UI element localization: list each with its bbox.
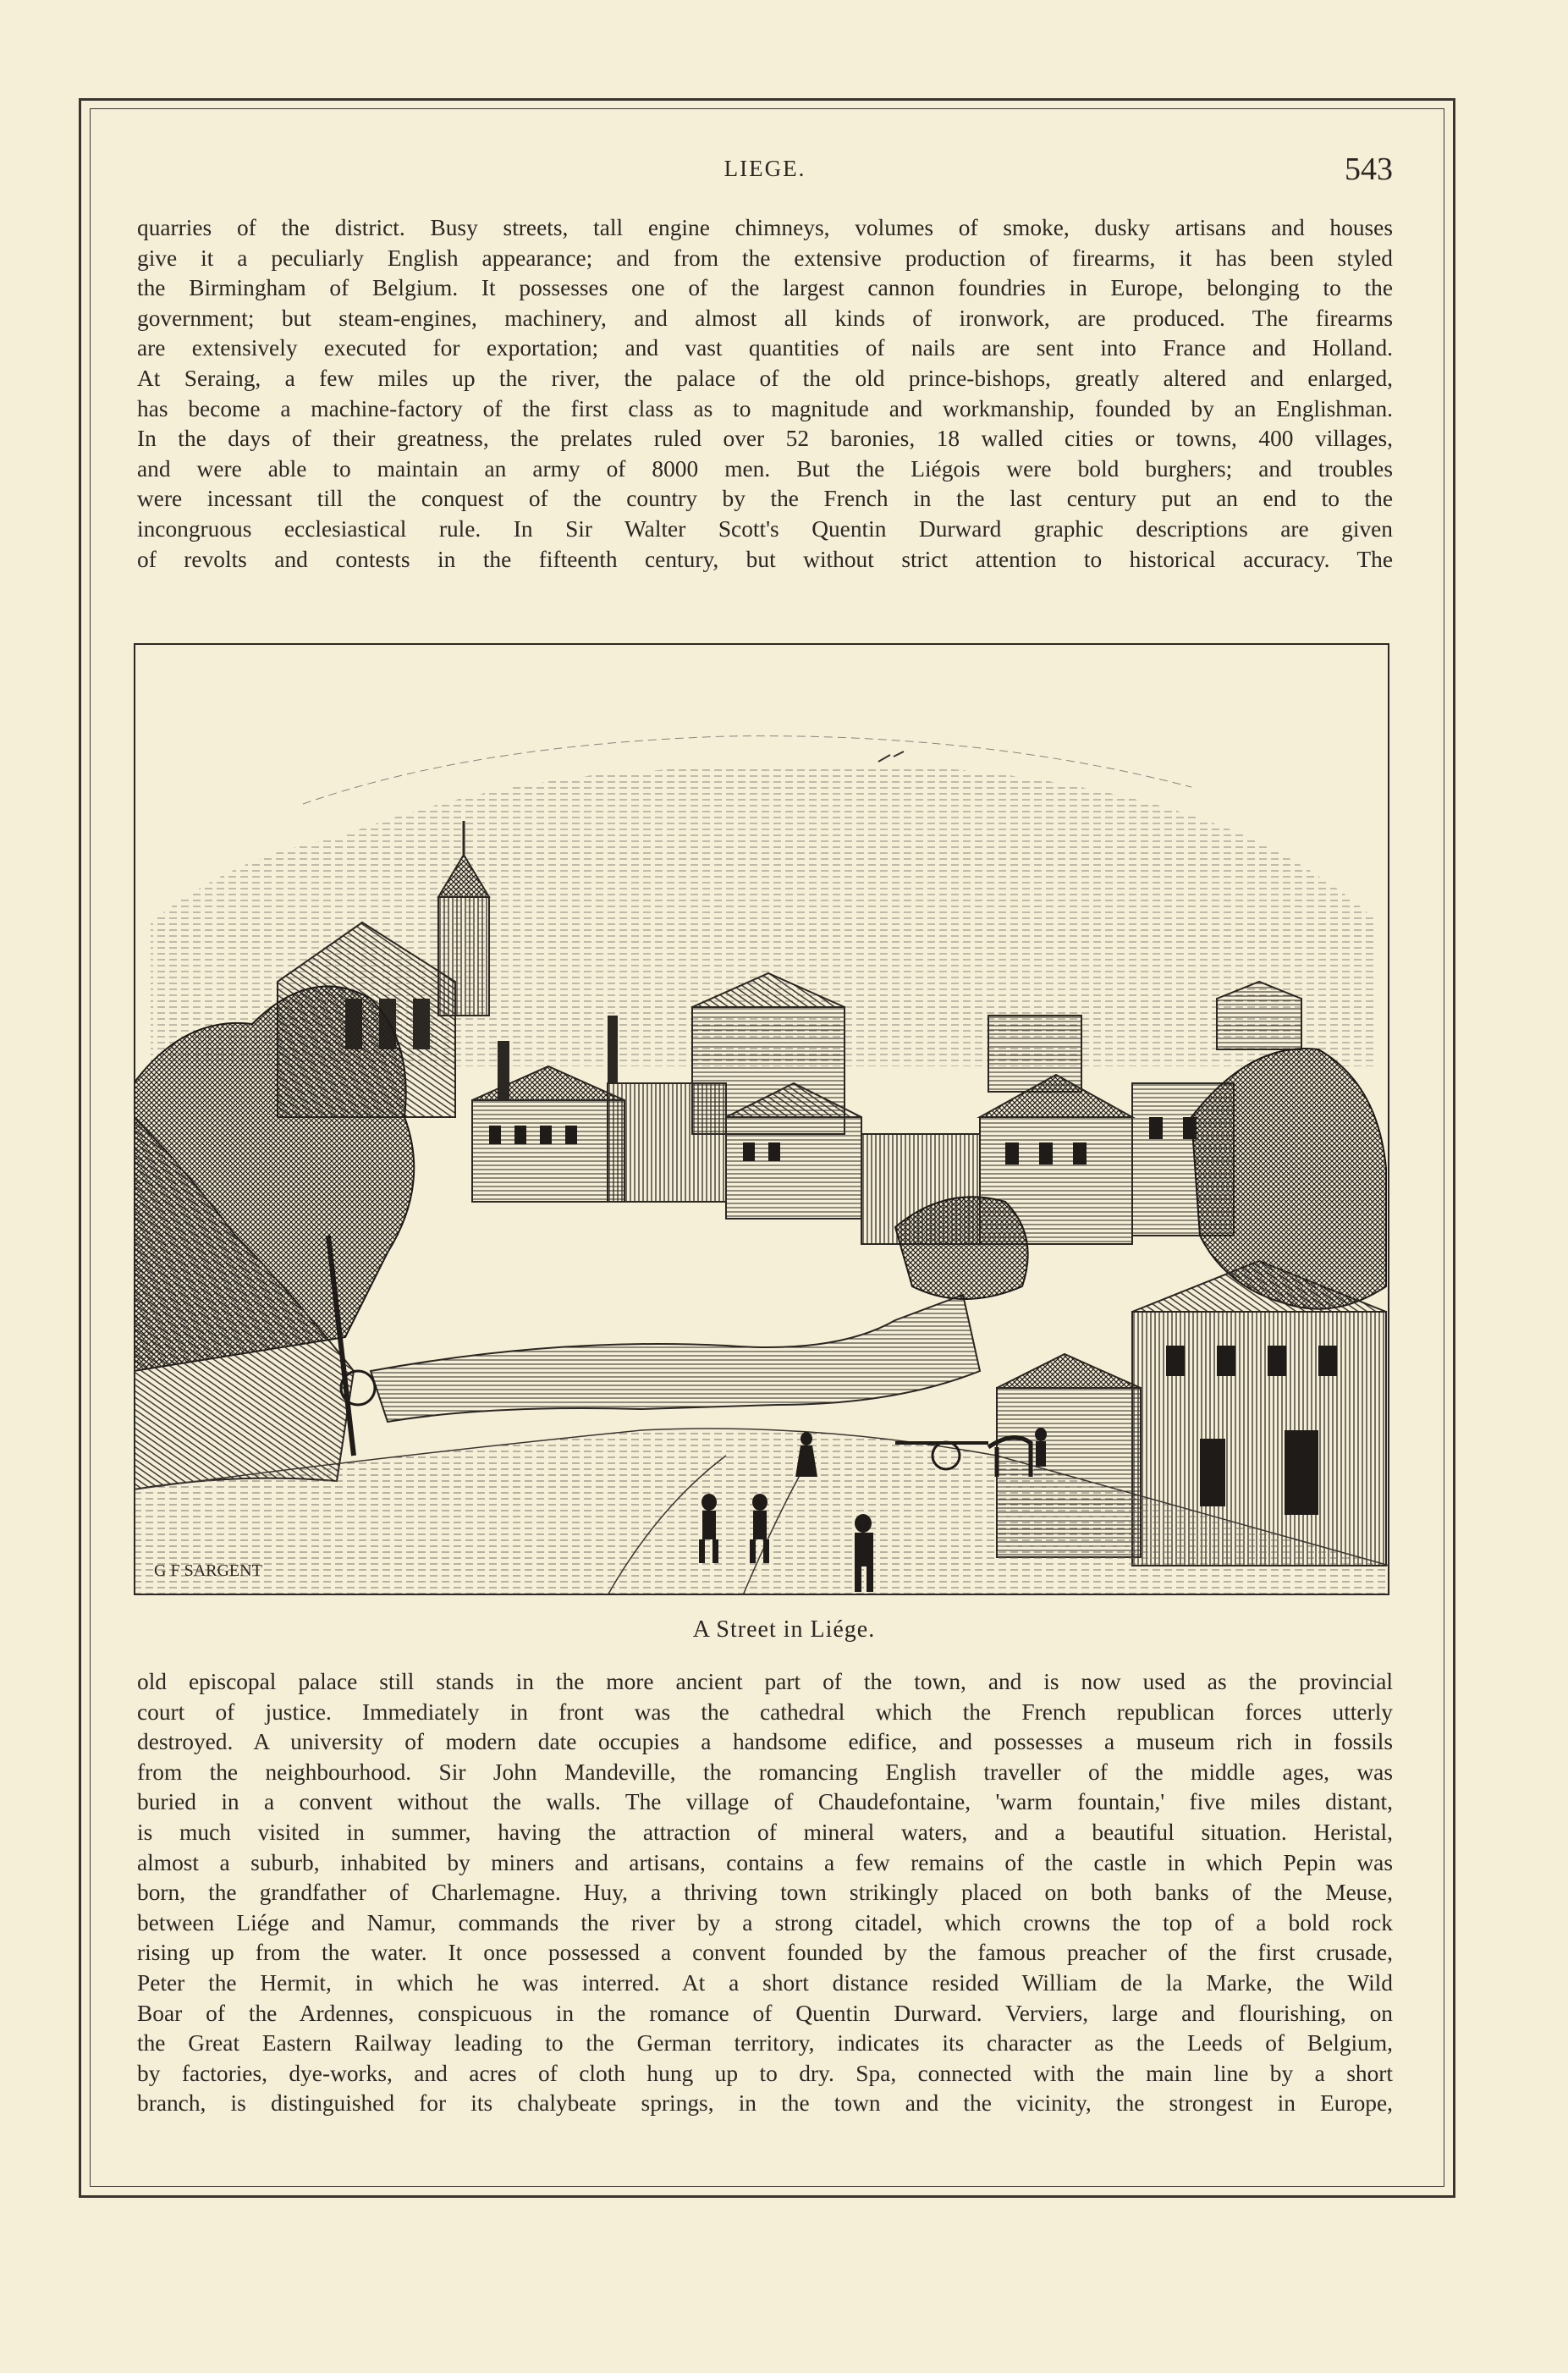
text-line: of revolts and contests in the fifteenth century, but without strict attention to historical accuracy. The: [137, 546, 1393, 572]
text-line: born, the grandfather of Charlemagne. Huy, a thriving town strikingly placed on both banks of the Meuse,: [137, 1880, 1393, 1906]
running-head: [137, 151, 1393, 193]
paragraph-top: [137, 213, 1393, 575]
engraving-street-in-liege: [134, 643, 1389, 1595]
running-title: LIEGE.: [723, 156, 806, 181]
text-line: are extensively executed for exportation; and vast quantities of nails are sent into France and Holland.: [137, 335, 1393, 361]
text-line: by factories, dye-works, and acres of cloth hung up to dry. Spa, connected with the main line by a short: [137, 2060, 1393, 2086]
text-line: is much visited in summer, having the attraction of mineral waters, and a beautiful situation. Heristal,: [137, 1819, 1393, 1845]
text-line: almost a suburb, inhabited by miners and artisans, contains a few remains of the castle in which Pepin was: [137, 1849, 1393, 1875]
text-line: court of justice. Immediately in front was the cathedral which the French republican forces utterly: [137, 1699, 1393, 1725]
text-line: were incessant till the conquest of the country by the French in the last century put an end to the: [137, 486, 1393, 512]
text-line: the Great Eastern Railway leading to the German territory, indicates its character as the Leeds of Belgium,: [137, 2030, 1393, 2056]
text-line: buried in a convent without the walls. The village of Chaudefontaine, 'warm fountain,' five miles distant,: [137, 1789, 1393, 1815]
page-number: 543: [1345, 151, 1393, 187]
text-line: In the days of their greatness, the prelates ruled over 52 baronies, 18 walled cities or towns, 400 villages,: [137, 426, 1393, 452]
text-line: from the neighbourhood. Sir John Mandeville, the romancing English traveller of the middle ages, was: [137, 1759, 1393, 1785]
paragraph-bottom: [137, 1667, 1393, 2119]
text-line: rising up from the water. It once possessed a convent founded by the famous preacher of the first crusade,: [137, 1940, 1393, 1966]
illustration-caption: A Street in Liége.: [692, 1616, 876, 1643]
text-line: between Liége and Namur, commands the river by a strong citadel, which crowns the top of a bold rock: [137, 1909, 1393, 1935]
text-line: Peter the Hermit, in which he was interred. At a short distance resided William de la Marke, the Wild: [137, 1969, 1393, 1996]
text-line: At Seraing, a few miles up the river, the palace of the old prince-bishops, greatly altered and enlarged,: [137, 365, 1393, 391]
text-line: the Birmingham of Belgium. It possesses one of the largest cannon foundries in Europe, belonging to the: [137, 275, 1393, 301]
text-line: branch, is distinguished for its chalybeate springs, in the town and the vicinity, the strongest in Europe,: [137, 2090, 1393, 2117]
text-line: Boar of the Ardennes, conspicuous in the romance of Quentin Durward. Verviers, large and flourishing, on: [137, 2000, 1393, 2026]
text-line: incongruous ecclesiastical rule. In Sir Walter Scott's Quentin Durward graphic descriptions are given: [137, 515, 1393, 542]
text-line: government; but steam-engines, machinery, and almost all kinds of ironwork, are produced. The firearms: [137, 305, 1393, 331]
text-line: quarries of the district. Busy streets, tall engine chimneys, volumes of smoke, dusky artisans and houses: [137, 215, 1393, 240]
text-line: destroyed. A university of modern date occupies a handsome edifice, and possesses a museum rich in fossils: [137, 1729, 1393, 1755]
text-line: has become a machine-factory of the first class as to magnitude and workmanship, founded by an Englishman.: [137, 395, 1393, 421]
text-line: give it a peculiarly English appearance; and from the extensive production of firearms, it has been styled: [137, 245, 1393, 271]
text-line: old episcopal palace still stands in the more ancient part of the town, and is now used as the provincial: [137, 1669, 1393, 1694]
text-line: and were able to maintain an army of 8000 men. But the Liégois were bold burghers; and troubles: [137, 455, 1393, 482]
engraving-drawing: [134, 643, 1389, 1595]
engraver-signature: G F SARGENT: [154, 1561, 262, 1580]
